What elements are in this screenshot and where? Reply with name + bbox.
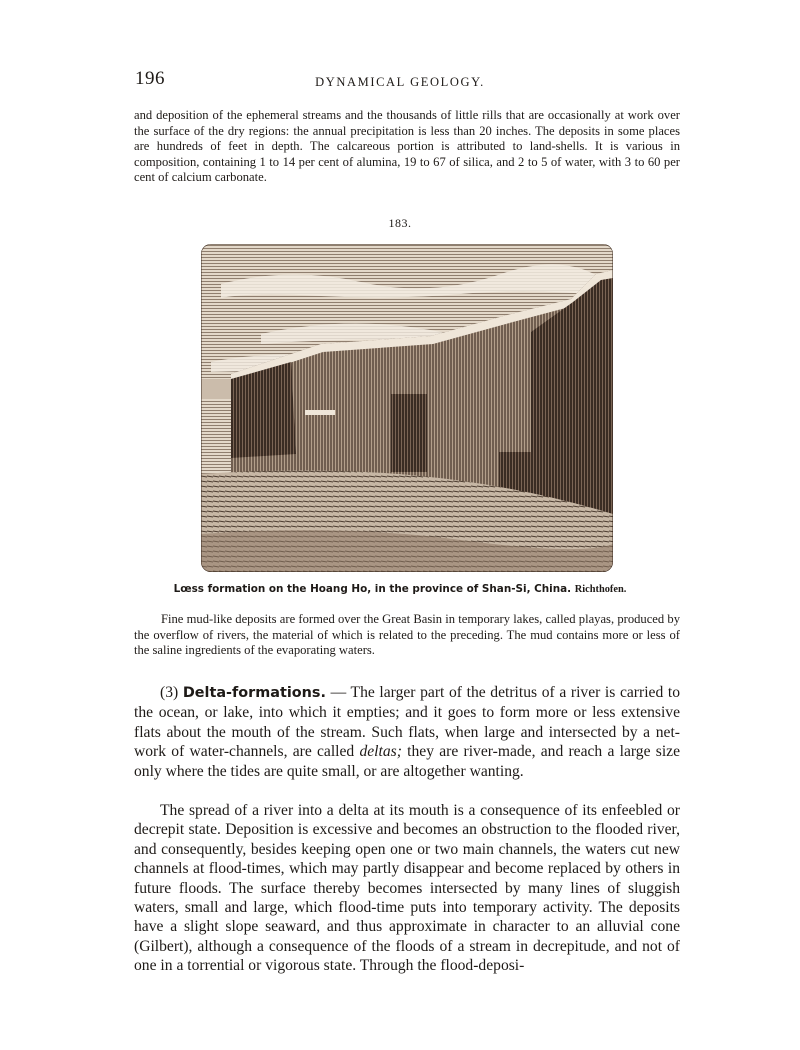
loess-cliffs-illustration	[201, 244, 613, 572]
loess-pillar	[305, 410, 335, 476]
continuation-paragraph: and deposition of the ephemeral streams and the thousands of little rills that are occasionally at work over the surface of the dry regions: the annual precipitation is less than 20 inches. The deposits in some places are hundreds of feet in depth. The calcareous portion is attributed to land-shells. It is various in composition, containing 1 to 14 per cent of alumina, 19 to 67 of silica, and 2 to 5 of water, with 3 to 60 per cent of calcium carbonate.	[134, 108, 680, 185]
delta-term: deltas;	[359, 743, 402, 761]
delta-text-part-2: they are river-made, and reach a large size only where the tides are quite small, or are altogether wanting.	[134, 743, 680, 780]
pillar-top	[305, 410, 335, 415]
playas-paragraph: Fine mud-like deposits are formed over the Great Basin in temporary lakes, called playas, produced by the overflow of rivers, the material of which is related to the preceding. The mud contains more or less of the saline ingredients of the evaporating waters.	[134, 612, 680, 658]
loess-engraving	[201, 244, 613, 572]
spread-text: The spread of a river into a delta at its mouth is a consequence of its enfeebled or decrepit state. Deposition is excessive and becomes an obstruction to the flooded river, and consequently, besides keeping open one or two main channels, the waters cut new channels at flood-times, which may partly disappear and become replaced by others in future floods. The surface thereby becomes intersected by many lines of sluggish waters, small and large, which flood-time puts into temporary activity. The deposits have a slight slope seaward, and thus approximate in character to an alluvial cone (Gilbert), although a consequence of the floods of a stream in decrepitude, and not of one in a torrential or vigorous state. Through the flood-deposi-	[134, 802, 680, 975]
heading-dash: —	[325, 684, 351, 701]
section-number: (3)	[160, 684, 179, 701]
figure-number: 183.	[388, 216, 412, 230]
cliff-block	[231, 362, 296, 458]
caption-text: Lœss formation on the Hoang Ho, in the province of Shan-Si, China.	[173, 583, 572, 595]
section-heading: Delta-formations.	[182, 685, 326, 701]
spread-paragraph	[134, 801, 680, 976]
running-title: DYNAMICAL GEOLOGY.	[315, 75, 485, 89]
figure-caption	[0, 583, 800, 595]
delta-paragraph	[134, 683, 680, 781]
loess-pillar	[391, 394, 427, 472]
delta-text-part-1: The larger part of the detritus of a river is carried to the ocean, or lake, into which it empties; and it goes to form more or less extensive flats about the mouth of the stream. Such flats, when large and intersected by a net-work of water-channels, are called	[134, 684, 681, 761]
page-number: 196	[135, 68, 165, 89]
caption-credit: Richthofen.	[574, 584, 627, 595]
